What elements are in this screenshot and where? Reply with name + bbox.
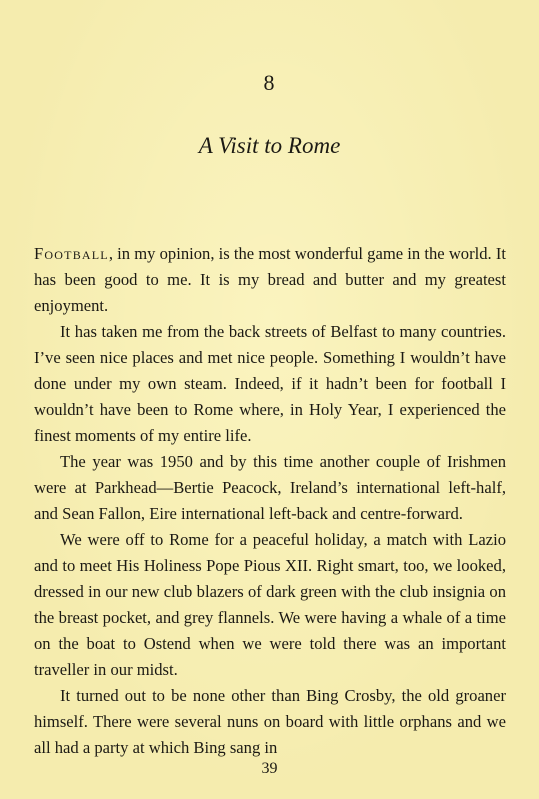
paragraph-5: It turned out to be none other than Bing Crosby, the old groaner himself. There were several nuns on board with little orphans and we all had a party at which Bing sang in: [34, 686, 506, 757]
paragraph-text: , in my opinion, is the most wonderful game in the world. It has been good to me. It is my bread and butter and my greatest enjoyment.: [34, 244, 506, 315]
page-number: 39: [261, 760, 278, 777]
paragraph-2: It has taken me from the back streets of Belfast to many countries. I’ve seen nice places and met nice people. Something I wouldn’t have done under my own steam. Indeed, if it hadn’t been for football I wouldn’t have been to Rome where, in Holy Year, I experienced the finest moments of my entire life.: [34, 322, 506, 445]
chapter-body: [34, 241, 506, 761]
paragraph-lead-word: Football: [34, 244, 109, 263]
paragraph-3: The year was 1950 and by this time another couple of Irishmen were at Parkhead—Bertie Peacock, Ireland’s international left-half, and Sean Fallon, Eire international left-back and centre-forward.: [34, 452, 506, 523]
paragraph-1: [34, 241, 506, 319]
chapter-number: 8: [263, 70, 276, 95]
paragraph-4: We were off to Rome for a peaceful holiday, a match with Lazio and to meet His Holiness Pope Pious XII. Right smart, too, we looked, dressed in our new club blazers of dark green with the club insignia on the breast pocket, and grey flannels. We were having a whale of a time on the boat to Ostend when we were told there was an important traveller in our midst.: [34, 530, 506, 679]
chapter-title: A Visit to Rome: [198, 133, 341, 158]
